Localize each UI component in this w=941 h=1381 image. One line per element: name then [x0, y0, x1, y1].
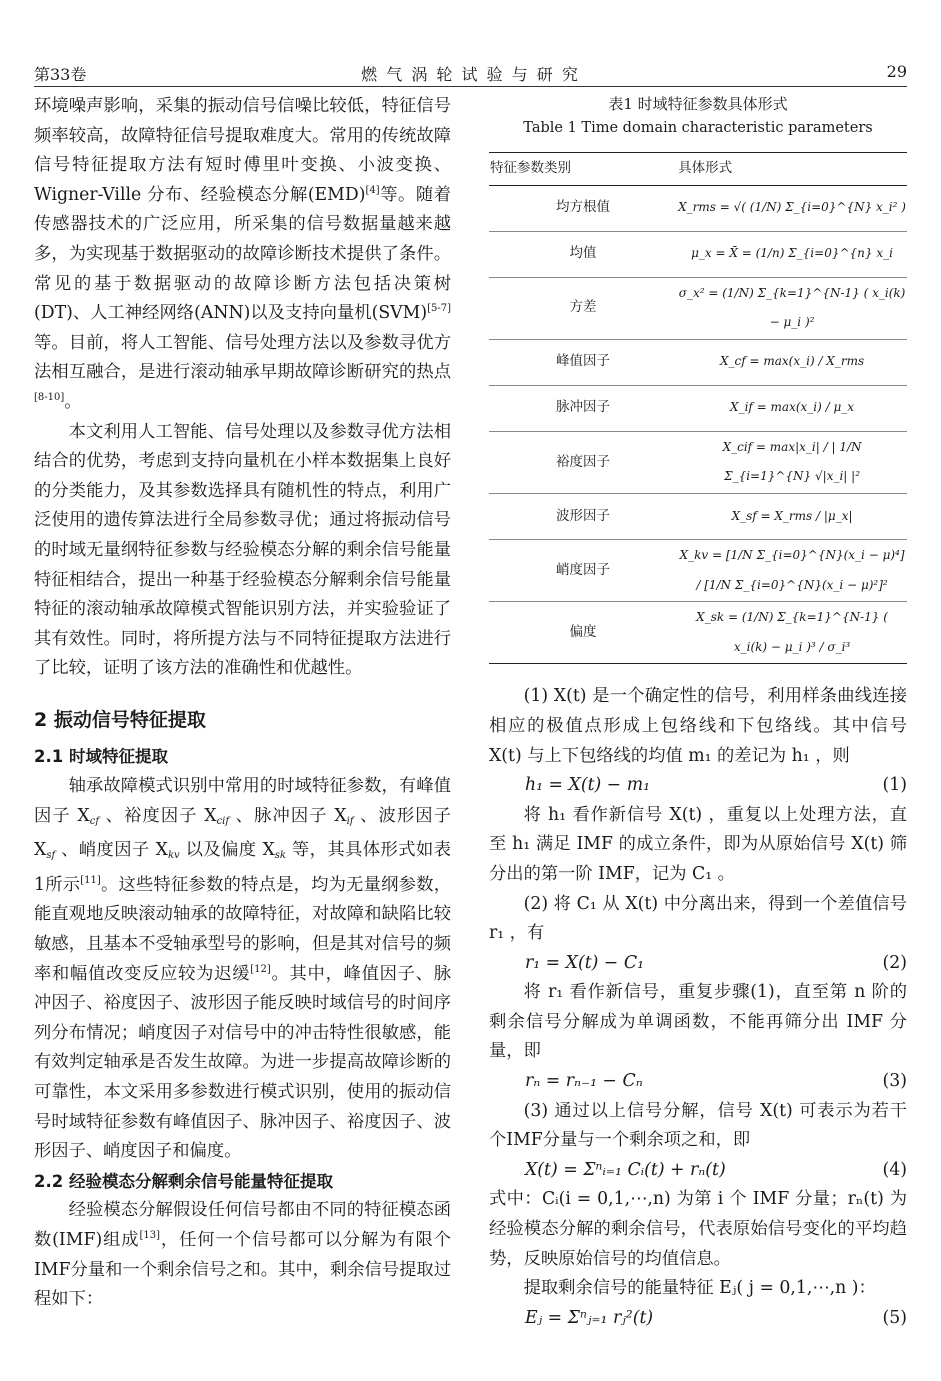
time-domain-paragraph: 轴承故障模式识别中常用的时域特征参数，有峰值因子 $X_{cf}$ 、裕度因子 $X_{cif}$ 、脉冲因子 $X_{if}$ 、波形因子 $X_{sf}$ 、峭度因子 $X_{kv}$ 以及偏度 $X_{sk}$ 等，其具体形式如表1所示[11]。这些特征参数的特点是，均为无量纲参数，能直观地反映滚动轴承的故障特征，对故障和缺陷比较敏感，且基本不受轴承型号的影响，但是其对信号的频率和幅值改变反应较为迟缓[12]。其中，峰值因子、脉冲因子、裕度因子、波形因子能反映时域信号的时间序列分布情况；峭度因子对信号中的冲击特性很敏感，能有效判定轴承是否发生故障。为进一步提高故障诊断的可靠性，本文采用多参数进行模式识别，使用的振动信号时域特征参数有峰值因子、脉冲因子、裕度因子、波形因子、峭度因子和偏度。	[34, 776, 451, 1162]
table-row: 峭度因子 X_kv = [1/N Σ_{i=0}^{N}(x_i − μ)⁴] / [1/N Σ_{i=0}^{N}(x_i − μ)²]²	[489, 539, 907, 601]
step-3-paragraph: (3) 通过以上信号分解，信号 X(t) 可表示为若干个IMF分量与一个剩余项之和，即	[489, 1100, 907, 1151]
step-2-paragraph: (2) 将 C₁ 从 X(t) 中分离出来，得到一个差值信号 r₁ ，有	[489, 893, 907, 944]
journal-title: 燃 气 涡 轮 试 验 与 研 究	[361, 65, 580, 84]
page-number: 29	[886, 62, 907, 81]
table-header-form: 具体形式	[678, 160, 733, 176]
table-caption-cn: 表1 时域特征参数具体形式	[608, 95, 788, 113]
formula: X_cif = max|x_i| / | 1/N Σ_{i=1}^{N} √|x_i| |²	[722, 439, 862, 484]
table-row: 方差 σ_x² = (1/N) Σ_{k=1}^{N-1} ( x_i(k) − μ_i )²	[489, 277, 907, 339]
section-2-2-heading: 2.2 经验模态分解剩余信号能量特征提取	[34, 1171, 333, 1191]
emd-paragraph: 经验模态分解假设任何信号都由不同的特征模态函数(IMF)组成[13]，任何一个信号都可以分解为有限个IMF分量和一个剩余信号之和。其中，剩余信号提取过程如下：	[34, 1200, 451, 1310]
formula: X_if = max(x_i) / μ_x	[730, 400, 855, 415]
equation-1: h₁ = X(t) − m₁ (1)	[525, 775, 907, 796]
table-row: 峰值因子 X_cf = max(x_i) / X_rms	[489, 339, 907, 385]
table-header-row	[489, 153, 907, 186]
formula: X_kv = [1/N Σ_{i=0}^{N}(x_i − μ)⁴] / [1/N Σ_{i=0}^{N}(x_i − μ)²]²	[679, 547, 905, 592]
running-header	[34, 62, 907, 84]
section-2-heading: 2 振动信号特征提取	[34, 708, 206, 731]
left-column	[34, 92, 451, 1315]
step-3-explanation: 式中：Cᵢ(i = 0,1,⋯,n) 为第 i 个 IMF 分量；rₙ(t) 为经验模态分解的剩余信号，代表原始信号变化的平均趋势，反映原始信号的均值信息。	[489, 1189, 907, 1269]
table-row: 均方根值 X_rms = √( (1/N) Σ_{i=0}^{N} x_i² )	[489, 185, 907, 231]
equation-3: rₙ = rₙ₋₁ − Cₙ (3)	[525, 1071, 907, 1092]
formula: X_sk = (1/N) Σ_{k=1}^{N-1} ( x_i(k) − μ_i )³ / σ_i³	[696, 610, 888, 654]
step-1-paragraph: (1) X(t) 是一个确定性的信号，利用样条曲线连接相应的极值点形成上包络线和下包络线。其中信号 X(t) 与上下包络线的均值 m₁ 的差记为 h₁ ，则	[489, 686, 907, 766]
equation-4: X(t) = Σⁿᵢ₌₁ Cᵢ(t) + rₙ(t) (4)	[525, 1159, 907, 1180]
formula: X_sf = X_rms / |μ_x|	[731, 508, 853, 523]
table-row: 均值 μ_x = X̄ = (1/n) Σ_{i=0}^{n} x_i	[489, 231, 907, 277]
table-header-category: 特征参数类别	[490, 160, 571, 176]
intro-paragraph: 环境噪声影响，采集的振动信号信噪比较低，特征信号频率较高，故障特征信号提取难度大。常用的传统故障信号特征提取方法有短时傅里叶变换、小波变换、Wigner-Ville 分布、经验模态分解(EMD)[4]等。随着传感器技术的广泛应用，所采集的信号数据量越来越多，为实现基于数据驱动的故障诊断技术提供了条件。常见的基于数据驱动的故障诊断方法包括决策树(DT)、人工神经网络(ANN)以及支持向量机(SVM)[5-7]等。目前，将人工智能、信号处理方法以及参数寻优方法相互融合，是进行滚动轴承早期故障诊断研究的热点[8-10]。	[34, 96, 451, 412]
step-2-continued: 将 r₁ 看作新信号，重复步骤(1)，直至第 n 阶的剩余信号分解成为单调函数，不能再筛分出 IMF 分量，即	[489, 982, 907, 1062]
table-row: 脉冲因子 X_if = max(x_i) / μ_x	[489, 385, 907, 431]
method-paragraph: 本文利用人工智能、信号处理以及参数寻优方法相结合的优势，考虑到支持向量机在小样本数据集上良好的分类能力，及其参数选择具有随机性的特点，利用广泛使用的遗传算法进行全局参数寻优；通过将振动信号的时域无量纲特征参数与经验模态分解的剩余信号能量特征相结合，提出一种基于经验模态分解剩余信号能量特征的滚动轴承故障模式智能识别方法，并实验验证了其有效性。同时，将所提方法与不同特征提取方法进行了比较，证明了该方法的准确性和优越性。	[34, 421, 451, 679]
formula: X_rms = √( (1/N) Σ_{i=0}^{N} x_i² )	[678, 200, 906, 215]
formula: X_cf = max(x_i) / X_rms	[719, 354, 865, 369]
equation-5: Eⱼ = Σⁿⱼ₌₁ rⱼ²(t) (5)	[525, 1307, 907, 1328]
header-rule	[34, 86, 907, 87]
table-row: 偏度 X_sk = (1/N) Σ_{k=1}^{N-1} ( x_i(k) − μ_i )³ / σ_i³	[489, 602, 907, 664]
formula: σ_x² = (1/N) Σ_{k=1}^{N-1} ( x_i(k) − μ_i )²	[678, 285, 906, 330]
equation-2: r₁ = X(t) − C₁ (2)	[525, 952, 907, 973]
table-caption-en: Table 1 Time domain characteristic parameters	[523, 120, 873, 136]
table-row: 裕度因子 X_cif = max|x_i| / | 1/N Σ_{i=1}^{N} √|x_i| |²	[489, 431, 907, 493]
right-column	[489, 92, 907, 1333]
section-2-1-heading: 2.1 时域特征提取	[34, 747, 168, 767]
time-domain-table	[489, 152, 907, 664]
volume-label: 第33卷	[34, 65, 87, 84]
step-1-continued: 将 h₁ 看作新信号 X(t) ，重复以上处理方法，直至 h₁ 满足 IMF 的成立条件，即为从原始信号 X(t) 筛分出的第一阶 IMF，记为 C₁ 。	[489, 804, 907, 884]
energy-feature-paragraph: 提取剩余信号的能量特征 Eⱼ( j = 0,1,⋯,n )：	[523, 1278, 876, 1299]
table-row: 波形因子 X_sf = X_rms / |μ_x|	[489, 493, 907, 539]
formula: μ_x = X̄ = (1/n) Σ_{i=0}^{n} x_i	[691, 246, 893, 261]
